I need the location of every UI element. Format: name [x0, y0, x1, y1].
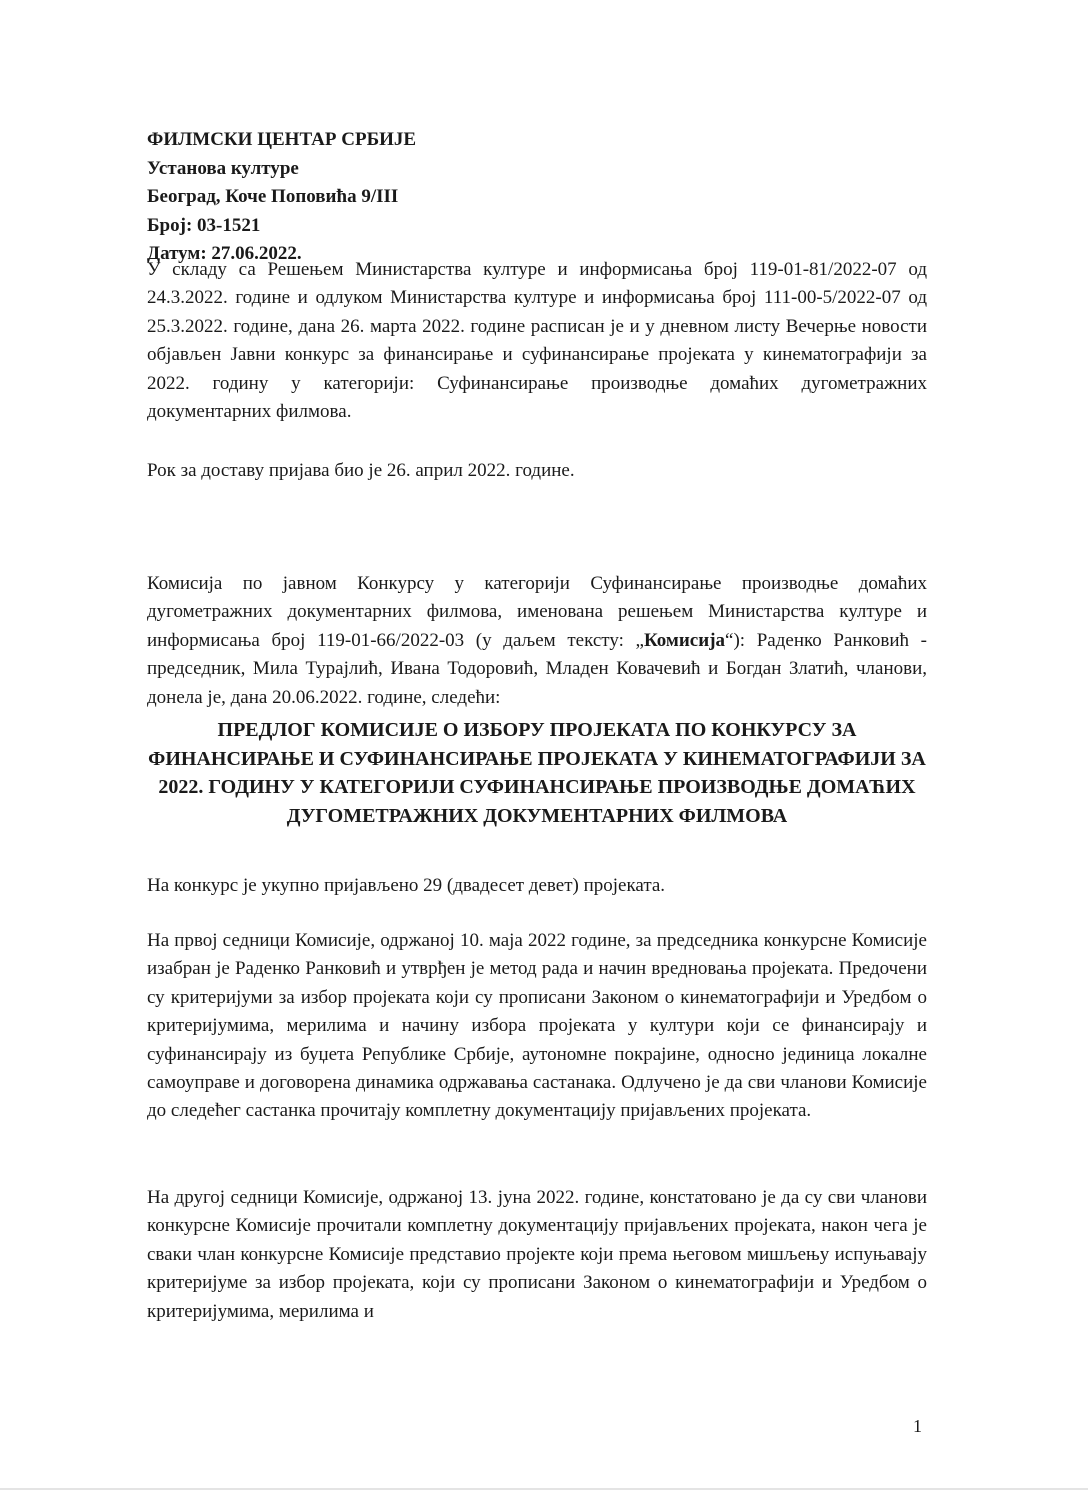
- page-number: 1: [913, 1416, 922, 1436]
- document-number: Број: 03-1521: [147, 214, 261, 236]
- organization-address: Београд, Коче Поповића 9/III: [147, 186, 399, 207]
- second-session-paragraph: На другој седници Комисије, одржаној 13. јуна 2022. године, констатовано је да су сви чланови конкурсне Комисије прочитали комплетну документацију пријављених пројеката, након чега је сваки члан конкурсне Комисије представио пројекте који према његовом мишљењу испуњавају критеријуме за избор пројеката, који су прописани Законом о кинематографији и Уредбом о критеријумима, мерилима и: [147, 1187, 927, 1322]
- organization-type: Установа културе: [147, 157, 299, 179]
- commission-term-bold: Комисија: [643, 629, 726, 651]
- deadline-paragraph: Рок за доставу пријава био је 26. април 2022. године.: [147, 460, 575, 481]
- applications-count-paragraph: На конкурс је укупно пријављено 29 (двадесет девет) пројеката.: [147, 875, 666, 896]
- intro-paragraph: У складу са Решењем Министарства културе и информисања број 119-01-81/2022-07 од 24.3.2022. године и одлуком Министарства културе и информисања број 111-00-5/2022-07 од 25.3.2022. године, дана 26. марта 2022. године расписан је и у дневном листу Вечерње новости објављен Јавни конкурс за финансирање и суфинансирање пројеката у кинематографији за 2022. годину у категорији: Суфинансирање производње домаћих дугометражних документарних филмова.: [147, 259, 927, 423]
- proposal-title: ПРЕДЛОГ КОМИСИЈЕ О ИЗБОРУ ПРОЈЕКАТА ПО КОНКУРСУ ЗА ФИНАНСИРАЊЕ И СУФИНАНСИРАЊЕ ПРОЈЕКАТА У КИНЕМАТОГРАФИЈИ ЗА 2022. ГОДИНУ У КАТЕГОРИЈИ СУФИНАНСИРАЊЕ ПРОИЗВОДЊЕ ДОМАЋИХ ДУГОМЕТРАЖНИХ ДОКУМЕНТАРНИХ ФИЛМОВА: [148, 719, 926, 827]
- document-date: Датум: 27.06.2022.: [147, 243, 302, 264]
- commission-paragraph: [147, 570, 927, 712]
- commission-text-after: “): Раденко Ранковић - председник, Мила Турајлић, Ивана Тодоровић, Младен Ковачевић и Богдан Златић, чланови, донела је, дана 20.06.2022. године, следећи:: [147, 629, 927, 708]
- scan-edge-divider: [0, 1488, 1088, 1490]
- first-session-paragraph: На првој седници Комисије, одржаној 10. маја 2022 године, за председника конкурсне Комисије изабран је Раденко Ранковић и утврђен је метод рада и начин вредновања пројеката. Предочени су критеријуми за избор пројеката који су прописани Законом о кинематографији и Уредбом о критеријумима, мерилима и начину избора пројеката у култури који се финансирају и суфинансирају из буџета Републике Србије, аутономне покрајине, односно јединица локалне самоуправе и договорена динамика одржавања састанака. Одлучено је да сви чланови Комисије до следећег састанка прочитају комплетну документацију пријављених пројеката.: [147, 930, 927, 1122]
- organization-name: ФИЛМСКИ ЦЕНТАР СРБИЈЕ: [147, 129, 417, 150]
- document-header: [147, 126, 416, 269]
- commission-text-before: Комисија по јавном Конкурсу у категорији Суфинансирање производње домаћих дугометражних документарних филмова, именована решењем Министарства културе и информисања број 119-01-66/2022-03 (у даљем тексту: „: [147, 573, 927, 651]
